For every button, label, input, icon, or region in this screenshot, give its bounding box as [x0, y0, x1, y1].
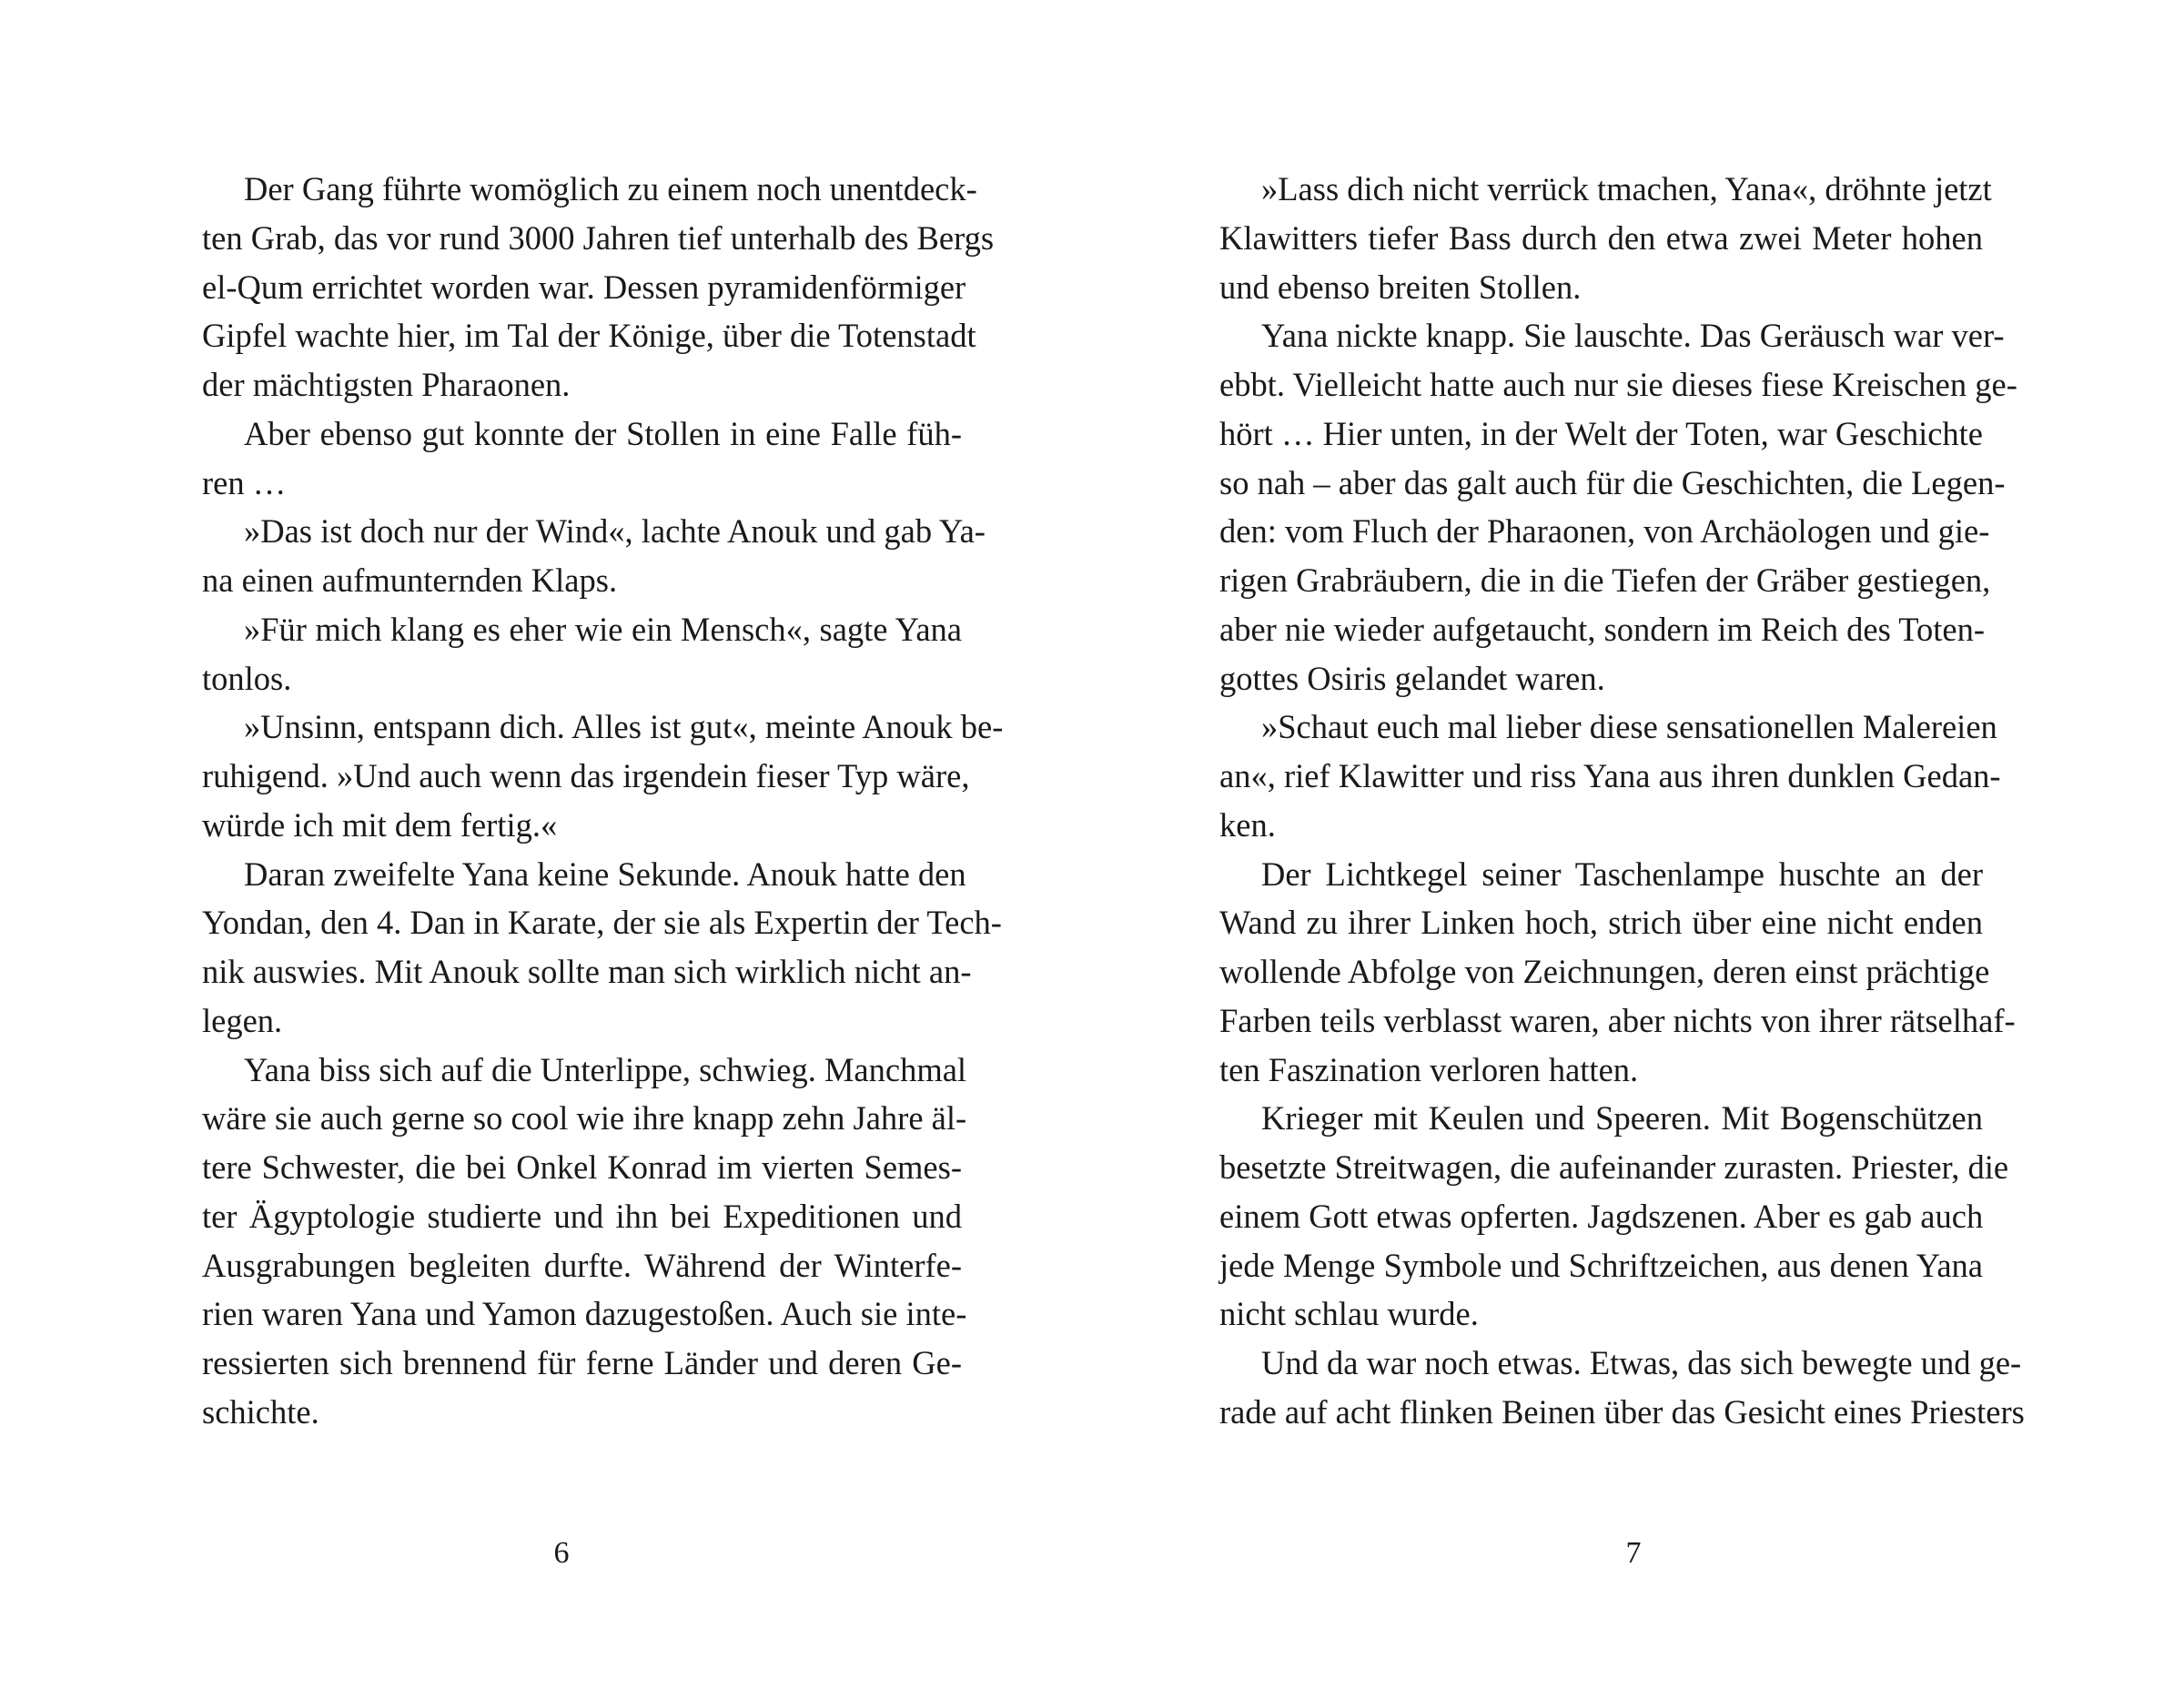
text-line: ruhigend. »Und auch wenn das irgendein fieser Typ wäre,: [202, 757, 970, 794]
text-line: tonlos.: [202, 659, 292, 697]
text-line: na einen aufmunternden Klaps.: [202, 561, 618, 599]
text-line: tere Schwester, die bei Onkel Konrad im vierten Semes-: [202, 1148, 962, 1186]
text-line: Klawitters tiefer Bass durch den etwa zwei Meter hohen: [1219, 218, 1983, 257]
text-line: so nah – aber das galt auch für die Geschichten, die Legen-: [1219, 463, 2006, 501]
text-line: hört … Hier unten, in der Welt der Toten, war Geschichte: [1219, 414, 1983, 452]
text-line: jede Menge Symbole und Schriftzeichen, aus denen Yana: [1219, 1246, 1983, 1284]
page-number: 6: [553, 1536, 570, 1570]
text-line: el-Qum errichtet worden war. Dessen pyramidenförmiger: [202, 268, 966, 306]
text-line: legen.: [202, 1001, 283, 1039]
text-line: rade auf acht flinken Beinen über das Gesicht eines Priesters: [1219, 1392, 2025, 1431]
text-line: schichte.: [202, 1392, 319, 1431]
page-number: 7: [1625, 1536, 1642, 1570]
text-line: einem Gott etwas opferten. Jagdszenen. Aber es gab auch: [1219, 1197, 1984, 1235]
text-line: ressierten sich brennend für ferne Länder und deren Ge-: [202, 1344, 962, 1381]
text-line: Farben teils verblasst waren, aber nichts von ihrer rätselhaf-: [1219, 1001, 2016, 1039]
text-line: gottes Osiris gelandet waren.: [1219, 659, 1605, 697]
left-page-text: [202, 165, 1004, 1437]
text-line: ten Grab, das vor rund 3000 Jahren tief unterhalb des Bergs: [202, 218, 995, 257]
text-line: wollende Abfolge von Zeichnungen, deren einst prächtige: [1219, 953, 1990, 990]
text-line: rien waren Yana und Yamon dazugestoßen. Auch sie inte-: [202, 1295, 967, 1333]
text-line: ter Ägyptologie studierte und ihn bei Expeditionen und: [202, 1197, 962, 1235]
text-line: ren …: [202, 463, 287, 501]
text-line: »Unsinn, entspann dich. Alles ist gut«, meinte Anouk be-: [244, 708, 1004, 746]
text-line: Der Gang führte womöglich zu einem noch unentdeck-: [244, 170, 977, 207]
text-line: ken.: [1219, 805, 1276, 844]
text-line: Und da war noch etwas. Etwas, das sich bewegte und ge-: [1261, 1344, 2022, 1381]
text-line: Daran zweifelte Yana keine Sekunde. Anouk hatte den: [244, 855, 966, 893]
text-line: besetzte Streitwagen, die aufeinander zurasten. Priester, die: [1219, 1148, 2009, 1186]
text-line: ten Faszination verloren hatten.: [1219, 1050, 1639, 1088]
text-line: Wand zu ihrer Linken hoch, strich über eine nicht enden: [1219, 904, 1983, 942]
text-line: Aber ebenso gut konnte der Stollen in eine Falle füh-: [244, 414, 962, 452]
text-line: Der Lichtkegel seiner Taschenlampe huschte an der: [1261, 855, 1983, 893]
text-line: und ebenso breiten Stollen.: [1219, 268, 1582, 306]
text-line: den: vom Fluch der Pharaonen, von Archäologen und gie-: [1219, 512, 1990, 551]
text-line: »Schaut euch mal lieber diese sensationellen Malereien: [1261, 708, 1997, 746]
text-line: nik auswies. Mit Anouk sollte man sich wirklich nicht an-: [202, 953, 972, 990]
text-line: »Für mich klang es eher wie ein Mensch«, sagte Yana: [244, 610, 962, 648]
text-line: Krieger mit Keulen und Speeren. Mit Bogenschützen: [1261, 1099, 1983, 1138]
text-line: wäre sie auch gerne so cool wie ihre knapp zehn Jahre äl-: [202, 1099, 967, 1138]
text-line: »Das ist doch nur der Wind«, lachte Anouk und gab Ya-: [244, 512, 986, 551]
text-line: Yondan, den 4. Dan in Karate, der sie als Expertin der Tech-: [202, 904, 1002, 942]
text-line: Ausgrabungen begleiten durfte. Während der Winterfe-: [202, 1246, 962, 1284]
text-line: ebbt. Vielleicht hatte auch nur sie dieses fiese Kreischen ge-: [1219, 366, 2017, 403]
right-page: [1092, 0, 2184, 1699]
text-line: »Lass dich nicht verrück tmachen, Yana«, dröhnte jetzt: [1261, 170, 1992, 207]
right-page-text: [1219, 165, 2025, 1437]
text-line: Yana biss sich auf die Unterlippe, schwieg. Manchmal: [244, 1050, 967, 1088]
text-line: würde ich mit dem fertig.«: [202, 805, 558, 844]
text-line: nicht schlau wurde.: [1219, 1295, 1479, 1333]
text-line: der mächtigsten Pharaonen.: [202, 366, 571, 403]
text-line: Yana nickte knapp. Sie lauschte. Das Geräusch war ver-: [1261, 317, 2005, 355]
text-line: rigen Grabräubern, die in die Tiefen der Gräber gestiegen,: [1219, 561, 1991, 599]
text-line: aber nie wieder aufgetaucht, sondern im Reich des Toten-: [1219, 610, 1986, 648]
text-line: Gipfel wachte hier, im Tal der Könige, über die Totenstadt: [202, 317, 976, 355]
text-line: an«, rief Klawitter und riss Yana aus ihren dunklen Gedan-: [1219, 757, 2001, 794]
